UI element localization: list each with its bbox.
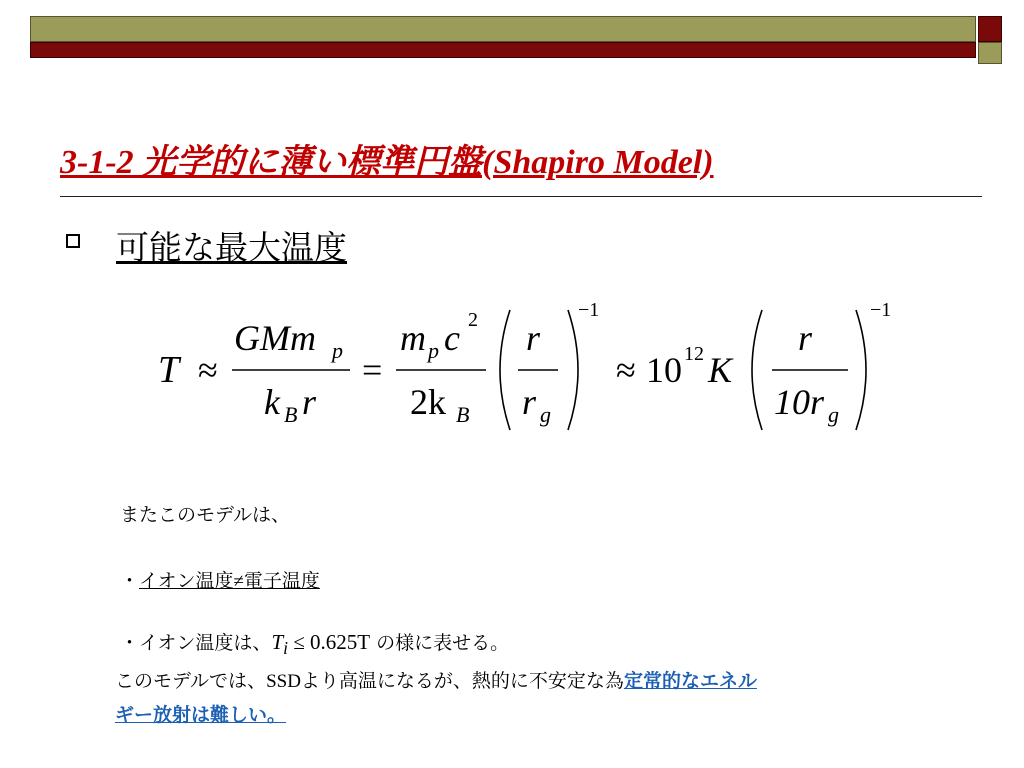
paren1-denominator: r [522, 382, 537, 422]
formula-K: K [708, 350, 733, 390]
corner-square-olive [978, 42, 1002, 64]
note-ion-temp-suffix: の様に表せる。 [370, 632, 510, 654]
paren2-denominator: 10r [774, 382, 825, 422]
paren1-denominator-sub: g [540, 402, 551, 427]
note-ion-temp-relation [120, 628, 509, 659]
note-ion-temp-prefix: ・イオン温度は、 [120, 632, 272, 654]
top-bar-maroon-stripe [30, 42, 976, 58]
corner-square-maroon [978, 16, 1002, 42]
frac2-denominator: 2k [410, 382, 446, 422]
note-highlight-part-1: 定常的なエネル [623, 670, 757, 692]
note-ion-temp-label: イオン温度 [139, 570, 234, 592]
paren2-denominator-sub: g [828, 402, 839, 427]
formula-svg [150, 292, 910, 442]
frac1-numerator-sub: p [332, 338, 343, 363]
paren1-right [568, 310, 578, 430]
frac1-numerator: GMm [234, 318, 316, 358]
square-bullet-icon [66, 234, 80, 248]
paren2-numerator: r [798, 318, 813, 358]
paren1-left [500, 310, 510, 430]
top-decoration-bar [30, 16, 976, 58]
inline-math-rest: ≤ 0.625T [288, 630, 371, 654]
inline-math-T: T [271, 630, 284, 654]
frac2-denominator-sub: B [456, 402, 470, 427]
frac1-denominator-sub: B [284, 402, 298, 427]
note-conclusion-line-2 [115, 700, 286, 727]
formula-ten: 10 [646, 350, 682, 390]
paren1-exponent: −1 [578, 299, 600, 321]
note-inline-math [271, 630, 371, 659]
paren2-exponent: −1 [870, 299, 892, 321]
slide-title: 3-1-2 光学的に薄い標準円盤(Shapiro Model) [60, 144, 714, 181]
formula-T: T [158, 349, 180, 391]
frac1-denominator: k [264, 382, 280, 422]
paren2-left [752, 310, 762, 430]
note-neq-symbol: ≠ [233, 571, 244, 592]
paren2-right [856, 310, 866, 430]
note-ssd-term: SSD [266, 671, 301, 692]
temperature-formula [150, 292, 910, 442]
frac1-denominator-tail: r [302, 382, 317, 422]
note-ion-electron-temp [120, 566, 320, 593]
note-conclusion-a: このモデルでは、 [115, 670, 267, 692]
note-electron-temp-label: 電子温度 [243, 570, 320, 592]
formula-ten-exponent: 12 [684, 343, 704, 365]
note-conclusion-b: より高温になるが、熱的に不安定な為 [300, 670, 624, 692]
note-bullet-dot: ・ [120, 570, 140, 592]
note-highlight-part-2: ギー放射は難しい。 [115, 704, 287, 726]
bullet-text: 可能な最大温度 [116, 228, 347, 267]
top-bar-olive-stripe [30, 16, 976, 42]
note-model-intro: またこのモデルは、 [120, 504, 291, 526]
frac2-numerator-sup: 2 [468, 309, 478, 331]
formula-approx-2: ≈ [616, 350, 636, 390]
frac2-numerator-tail: c [444, 318, 460, 358]
formula-approx-1: ≈ [198, 350, 218, 390]
frac2-numerator: m [400, 318, 426, 358]
paren1-numerator: r [526, 318, 541, 358]
inline-math-sub: i [283, 638, 288, 659]
note-conclusion-line-1 [115, 666, 757, 693]
formula-equals: = [362, 350, 383, 390]
frac2-numerator-sub: p [428, 338, 439, 363]
title-divider [60, 196, 982, 197]
